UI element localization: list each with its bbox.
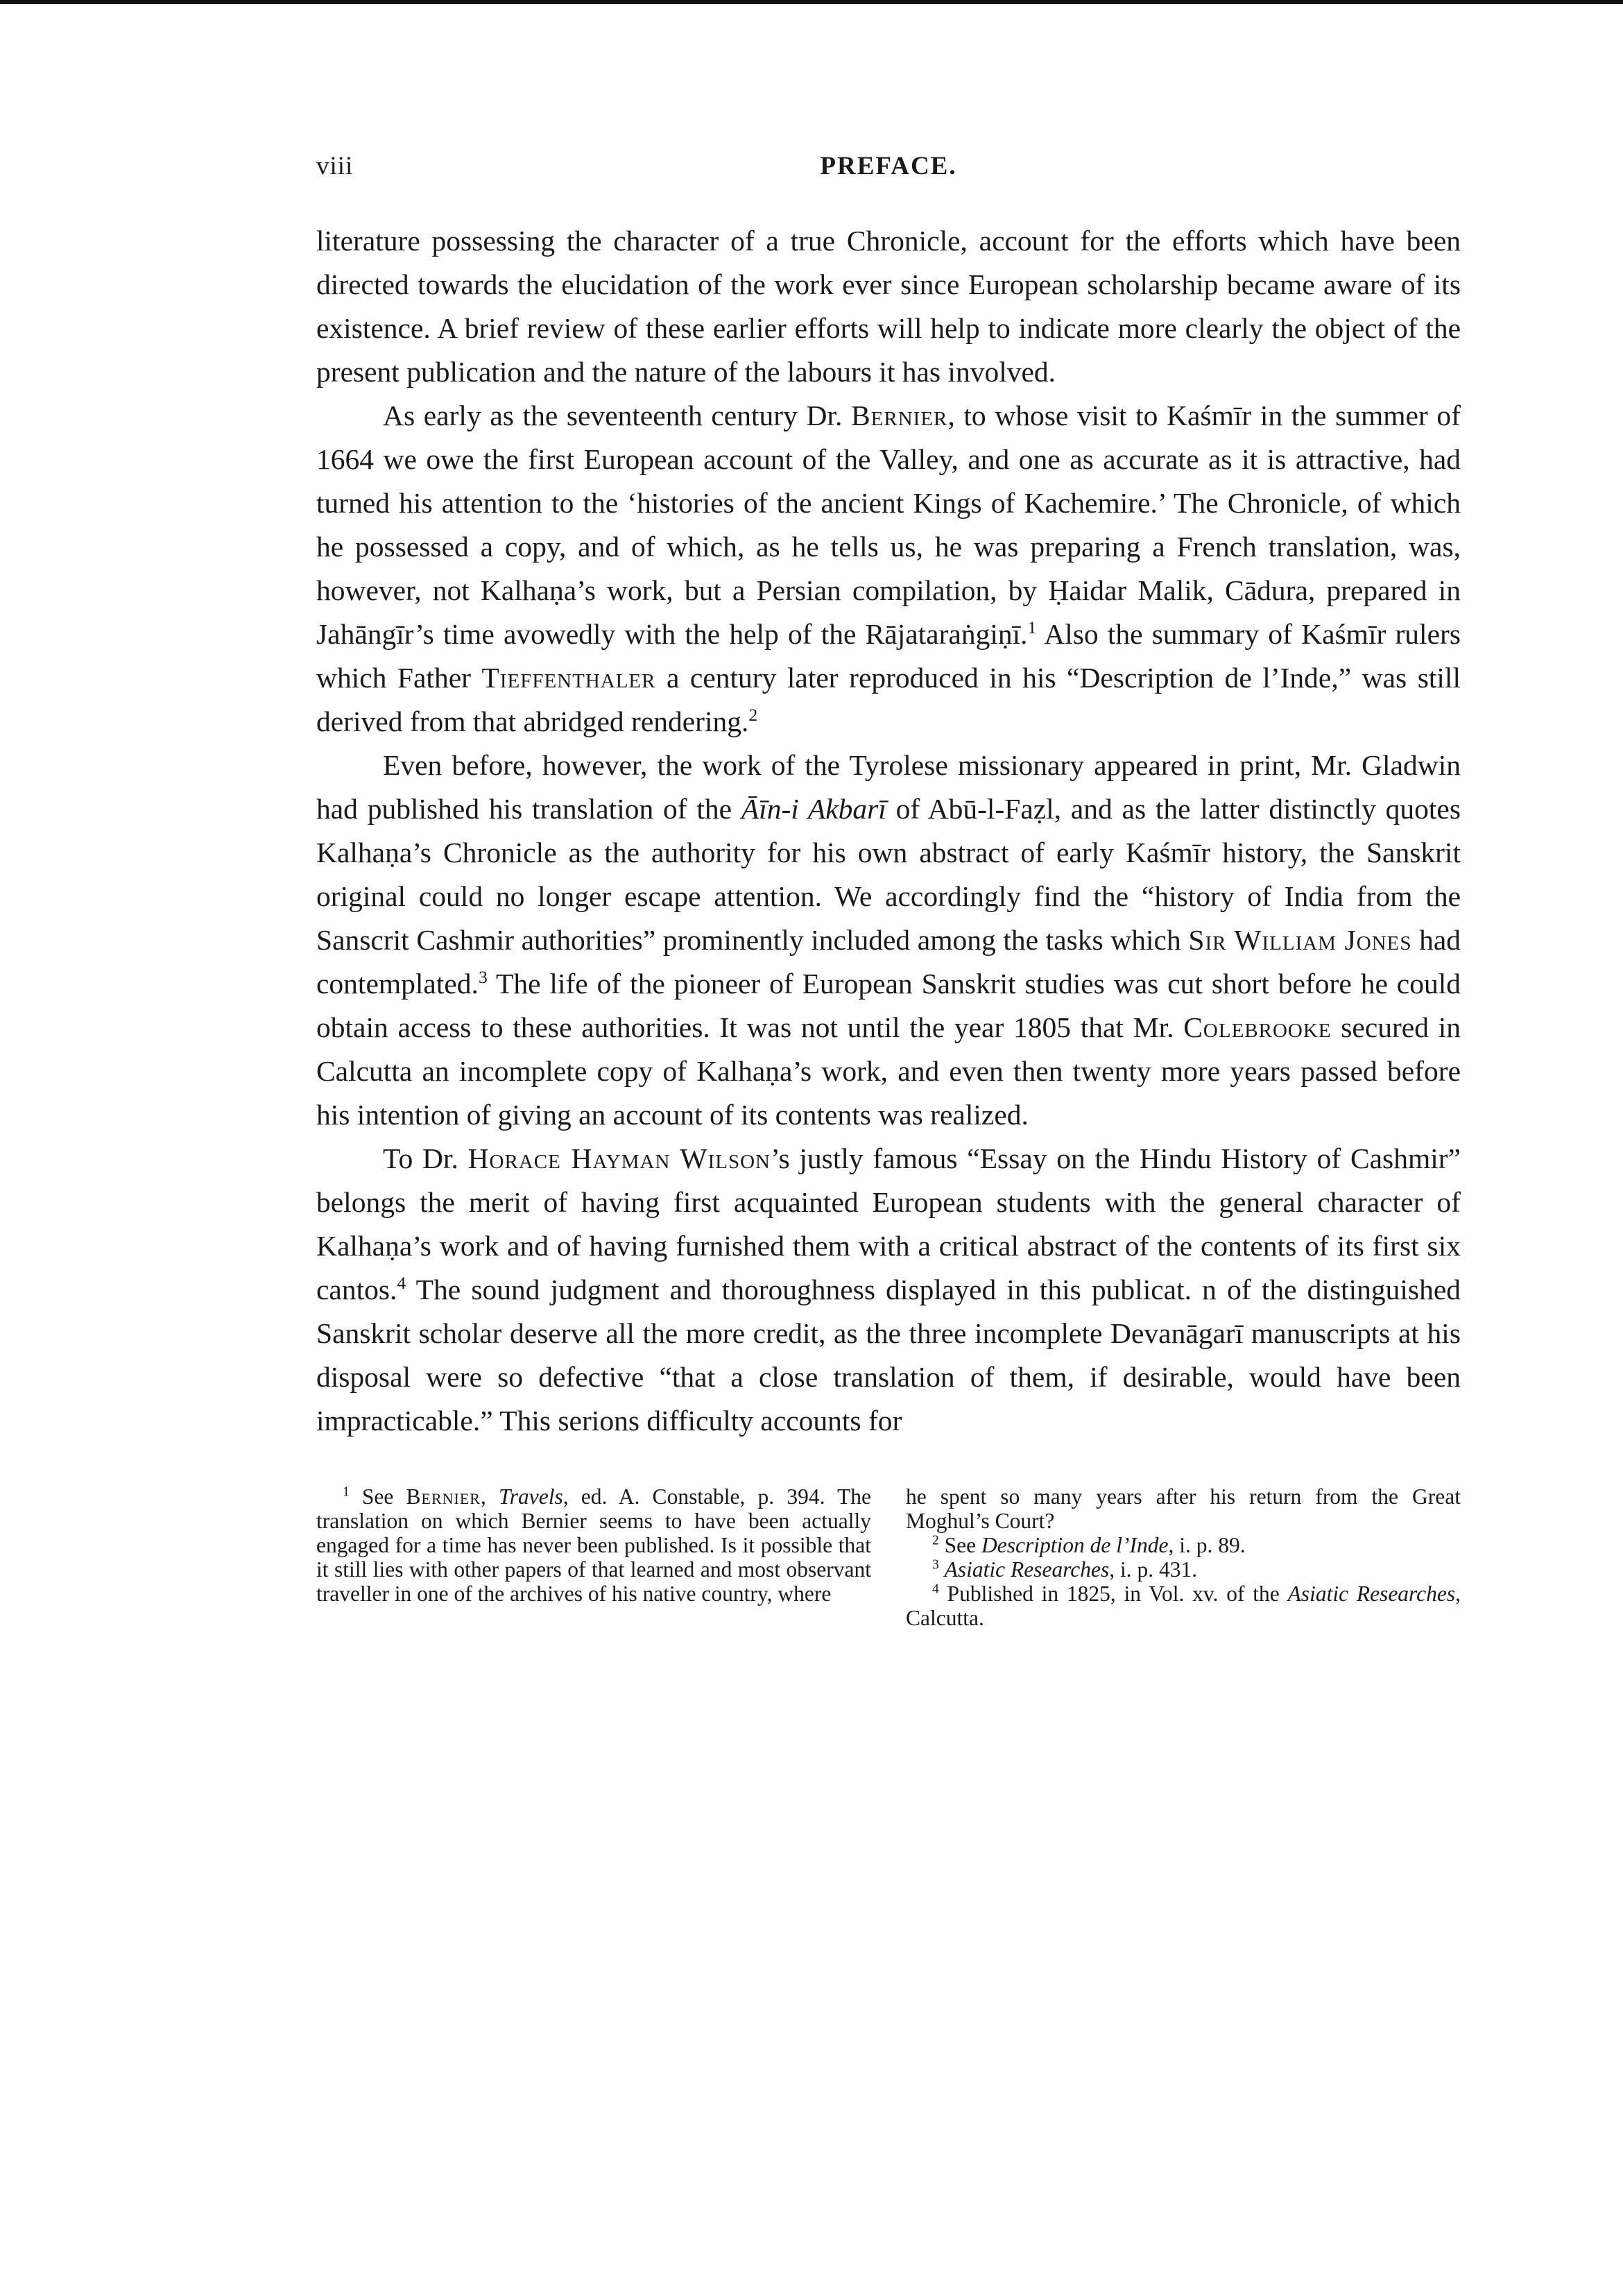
name-small-caps: Sir William Jones [1188,924,1412,956]
footnote [906,1533,1461,1557]
text-run: Even before, however, the work of the Tyrolese missionary appeared in print, Mr. Gladwin had published his translation of the [316,749,1461,825]
name-small-caps: Bernier [406,1484,481,1509]
footnote-ref: 2 [932,1533,939,1548]
text-run: literature possessing the character of a true Chronicle, account for the efforts which have been directed towards the elucidation of the work ever since European scholarship became aware of its existence. A brief review of these earlier efforts will help to indicate more clearly the object of the present publication and the nature of the labours it has involved. [316,225,1461,388]
paragraph [316,394,1461,744]
footnote-ref: 2 [748,705,758,726]
text-run: of Abū-l-Faẓl, and as the latter distinctly quotes Kalhaṇa’s Chronicle as the authority for his own abstract of early Kaśmīr history, the Sanskrit original could no longer escape attention. We accordingly find the “history of India from the Sanscrit Cashmir authorities” prominently included among the tasks which [316,793,1461,956]
footnotes-left-column [316,1484,871,1630]
text-run: ’s justly famous “Essay on the Hindu History of Cashmir” belongs the merit of having first acquainted European students with the general character of Kalhaṇa’s work and of having furnished them with a critical abstract of the contents of its first six cantos. [316,1142,1461,1305]
text-run: , ed. A. Constable, p. 394. The translation on which Bernier seems to have been actually engaged for a time has never been published. Is it possible that it still lies with other papers of that learned and most observant traveller in one of the archives of his native country, where [316,1484,871,1606]
text-run: See [938,1533,981,1557]
text-run: Published in 1825, in Vol. xv. of the [938,1582,1288,1606]
text-run: , i. p. 431. [1109,1557,1198,1582]
text-run: Also the summary of Kaśmīr rulers which Father [316,618,1461,694]
text-run: , i. p. 89. [1168,1533,1246,1557]
italic-title: Asiatic Researches [1287,1582,1456,1606]
name-small-caps: Colebrooke [1183,1011,1332,1043]
footnotes-right-column [906,1484,1461,1630]
italic-title: Description de l’Inde [981,1533,1169,1557]
name-small-caps: Horace Hayman Wilson [467,1142,771,1174]
footnote [906,1557,1461,1582]
paragraph [316,744,1461,1137]
body-text [316,219,1461,1443]
text-run: See [349,1484,406,1509]
footnote-ref: 4 [397,1273,406,1294]
footnote [316,1484,871,1606]
name-small-caps: Bernier [850,400,948,431]
text-run: had contemplated. [316,924,1461,1000]
book-page [316,146,1461,1630]
text-run: a century later reproduced in his “Description de l’Inde,” was still derived from that abridged rendering. [316,662,1461,737]
footnote-ref: 4 [932,1582,939,1597]
footnote-ref: 1 [1027,617,1037,638]
running-title: PREFACE. [820,152,957,180]
name-small-caps: Tieffenthaler [481,662,656,694]
paragraph [316,219,1461,394]
text-run [939,1557,945,1582]
text-run: The life of the pioneer of European Sanskrit studies was cut short before he could obtain access to these authorities. It was not until the year 1805 that Mr. [316,968,1461,1043]
page-top-edge [0,0,1623,4]
text-run: he spent so many years after his return from the Great Moghul’s Court? [906,1484,1461,1533]
page-number: viii [316,152,354,180]
text-run: As early as the seventeenth century Dr. [383,400,851,431]
italic-title: Āīn-i Akbarī [741,793,886,825]
running-header [316,146,1461,187]
text-run: , to whose visit to Kaśmīr in the summer of 1664 we owe the first European account of the Valley, and one as accurate as it is attractive, had turned his attention to the ‘histories of the ancient Kings of Kachemire.’ The Chronicle, of which he possessed a copy, and of which, as he tells us, he was preparing a French translation, was, however, not Kalhaṇa’s work, but a Persian compilation, by Ḥaidar Malik, Cādura, prepared in Jahāngīr’s time avowedly with the help of the Rājataraṅgiṇī. [316,400,1461,650]
italic-title: Asiatic Researches [944,1557,1110,1582]
footnote [906,1582,1461,1630]
footnote [906,1484,1461,1533]
footnotes [316,1484,1461,1630]
text-run: secured in Calcutta an incomplete copy of Kalhaṇa’s work, and even then twenty more years passed before his intention of giving an account of its contents was realized. [316,1011,1461,1131]
text-run: To Dr. [383,1142,468,1174]
paragraph [316,1137,1461,1443]
text-run: , Calcutta. [906,1582,1461,1630]
footnote-ref: 3 [932,1557,939,1573]
text-run: , [480,1484,499,1509]
italic-title: Travels [499,1484,563,1509]
footnote-ref: 3 [478,967,488,988]
text-run: The sound judgment and thoroughness displayed in this publicat. n of the distinguished Sanskrit scholar deserve all the more credit, as the three incomplete Devanāgarī manuscripts at his disposal were so defective “that a close translation of them, if desirable, would have been impracticable.” This serions difficulty accounts for [316,1274,1461,1437]
footnote-ref: 1 [343,1484,350,1500]
